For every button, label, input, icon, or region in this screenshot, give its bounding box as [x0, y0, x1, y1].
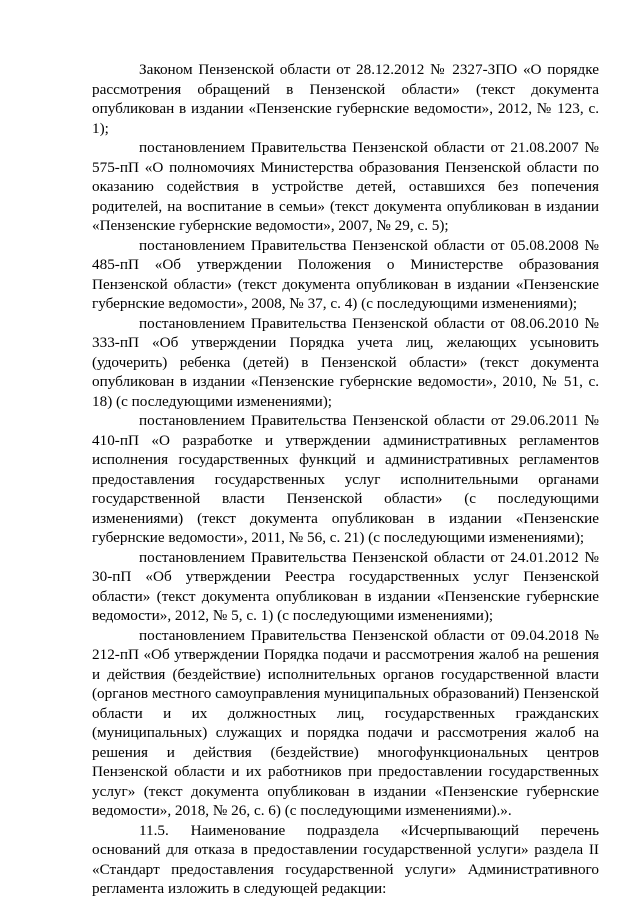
- paragraph-resolution-30: постановлением Правительства Пензенской области от 24.01.2012 № 30-пП «Об утверждении Реестра государственных услуг Пензенской области» (текст документа опубликован в издании «Пензенские губернские ведомости», 2012, № 5, с. 1) (с последующими изменениями);: [92, 548, 599, 624]
- paragraph-resolution-212: постановлением Правительства Пензенской области от 09.04.2018 № 212-пП «Об утверждении Порядка подачи и рассмотрения жалоб на решения и действия (бездействие) исполнительных органов государственной власти (органов местного самоуправления муниципальных образований) Пензенской области и их должностных лиц, государственных гражданских (муниципальных) служащих и порядка подачи и рассмотрения жалоб на решения и действия (бездействие) многофункциональных центров Пензенской области и их работников при предоставлении государственных услуг» (текст документа опубликован в издании «Пензенские губернские ведомости», 2018, № 26, с. 6) (с последующими изменениями).».: [92, 626, 599, 819]
- paragraph-resolution-485: постановлением Правительства Пензенской области от 05.08.2008 № 485-пП «Об утверждении Положения о Министерстве образования Пензенской области» (текст документа опубликован в издании «Пензенские губернские ведомости», 2008, № 37, с. 4) (с последующими изменениями);: [92, 236, 599, 312]
- paragraph-resolution-575: постановлением Правительства Пензенской области от 21.08.2007 № 575-пП «О полномочиях Министерства образования Пензенской области по оказанию содействия в устройстве детей, оставшихся без попечения родителей, на воспитание в семьи» (текст документа опубликован в издании «Пензенские губернские ведомости», 2007, № 29, с. 5);: [92, 139, 599, 234]
- paragraph-law-2327: Законом Пензенской области от 28.12.2012 № 2327-ЗПО «О порядке рассмотрения обращений в Пензенской области» (текст документа опубликован в издании «Пензенские губернские ведомости», 2012, № 123, с. 1);: [92, 61, 599, 137]
- paragraph-resolution-333: постановлением Правительства Пензенской области от 08.06.2010 № 333-пП «Об утверждении Порядка учета лиц, желающих усыновить (удочерить) ребенка (детей) в Пензенской области» (текст документа опубликован в издании «Пензенские губернские ведомости», 2010, № 51, с. 18) (с последующими изменениями);: [92, 314, 599, 410]
- document-body: [92, 60, 599, 899]
- paragraph-resolution-410: постановлением Правительства Пензенской области от 29.06.2011 № 410-пП «О разработке и утверждении административных регламентов исполнения государственных функций и административных регламентов предоставления государственных услуг исполнительными органами государственной власти Пензенской области» (с последующими изменениями) (текст документа опубликован в издании «Пензенские губернские ведомости», 2011, № 56, с. 21) (с последующими изменениями);: [92, 412, 599, 546]
- paragraph-section-11-5: 11.5. Наименование подраздела «Исчерпывающий перечень оснований для отказа в предоставлении государственной услуги» раздела II «Стандарт предоставления государственной услуги» Административного регламента изложить в следующей редакции:: [92, 821, 599, 897]
